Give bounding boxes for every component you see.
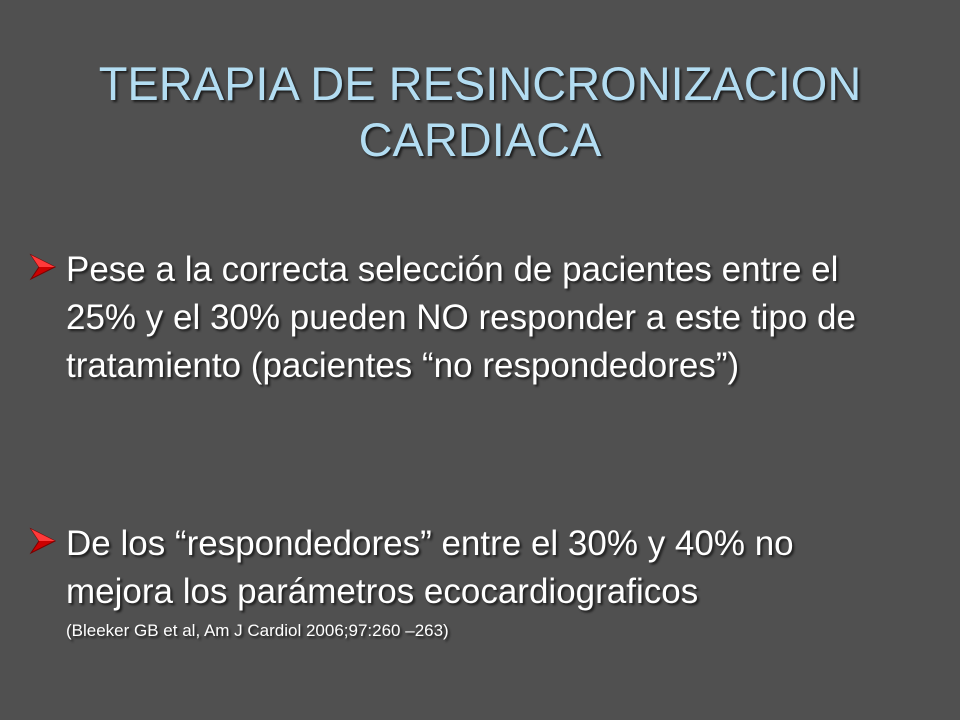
bullet-item-1 <box>28 246 908 390</box>
bullet-item-2 <box>28 520 908 644</box>
bullet-text-2: De los “respondedores” entre el 30% y 40% no mejora los parámetros ecocardiograficos <box>66 524 794 611</box>
title-line-1: TERAPIA DE RESINCRONIZACION <box>98 57 862 110</box>
red-arrowhead-icon <box>28 246 66 288</box>
slide-title <box>30 56 930 168</box>
bullet-text-1: Pese a la correcta selección de pacientes entre el 25% y el 30% pueden NO responder a este tipo de tratamiento (pacientes “no respondedores”) <box>66 250 856 385</box>
bullet-text-2-wrapper <box>66 520 908 644</box>
title-line-2: CARDIACA <box>358 113 602 166</box>
red-arrowhead-icon <box>28 520 66 562</box>
citation: (Bleeker GB et al, Am J Cardiol 2006;97:260 –263) <box>66 621 449 640</box>
